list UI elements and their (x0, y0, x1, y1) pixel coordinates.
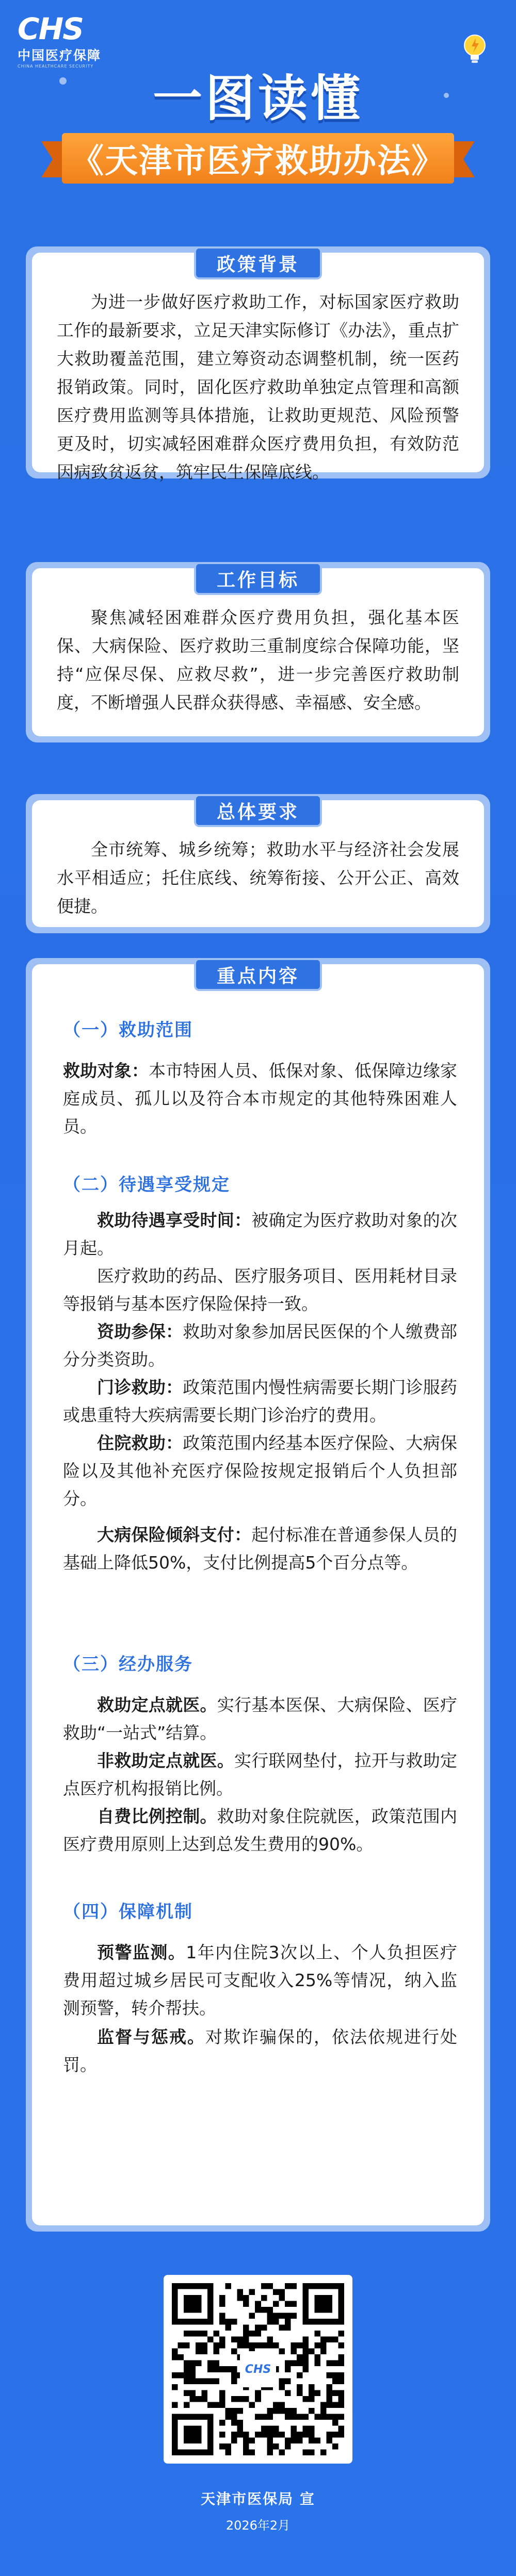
text-recipients: 本市特困人员、低保对象、低保障边缘家庭成员、孤儿以及符合本市规定的其他特殊困难人员。 (63, 1061, 458, 1136)
requirement-card (26, 794, 490, 933)
label-recipients: 救助对象： (63, 1061, 149, 1081)
section-title-scope: （一）救助范围 (63, 1020, 193, 1041)
label-inpatient: 住院救助： (97, 1433, 183, 1453)
paragraph-recipients (63, 1057, 457, 1141)
background-text: 为进一步做好医疗救助工作，对标国家医疗救助工作的最新要求，立足天津实际修订《办法》，重点扩大救助覆盖范围，建立筹资动态调整机制，统一医药报销政策。同时，固化医疗救助单独定点管理和高额医疗费用监测等具体措施，让救助更规范、风险预警更及时，切实减轻困难群众医疗费用负担，有效防范因病致贫返贫，筑牢民生保障底线。 (57, 292, 459, 482)
text-insurance-aid: 救助对象参加居民医保的个人缴费部分分类资助。 (63, 1322, 457, 1369)
paragraph-supervision (63, 2023, 457, 2079)
text-non-designated: 实行联网垫付，拉开与救助定点医疗机构报销比例。 (63, 1751, 457, 1798)
text-self-pay: 救助对象住院就医，政策范围内医疗费用原则上达到总发生费用的90%。 (63, 1806, 457, 1854)
card-body (32, 964, 484, 2225)
footer-organization: 天津市医保局 宣 (201, 2490, 315, 2507)
label-designated: 救助定点就医。 (97, 1695, 217, 1715)
text-inpatient: 政策范围内经基本医疗保险、大病保险以及其他补充医疗保险按规定报销后个人负担部分。 (63, 1433, 457, 1509)
qr-center-logo (240, 2351, 276, 2387)
logo-subtext: CHINA HEALTHCARE SECURITY (18, 64, 94, 69)
chs-logo (18, 11, 121, 69)
section-title-mechanism: （四）保障机制 (63, 1902, 193, 1922)
section-tag-goal: 工作目标 (196, 564, 320, 593)
logo-text: 中国医疗保障 (18, 48, 102, 63)
text-serious-illness: 起付标准在普通参保人员的基础上降低50%，支付比例提高5个百分点等。 (63, 1525, 457, 1573)
paragraph-designated (63, 1691, 457, 1747)
label-benefit-time: 救助待遇享受时间： (97, 1210, 252, 1230)
label-serious-illness: 大病保险倾斜支付： (97, 1525, 252, 1545)
text-outpatient: 政策范围内慢性病需要长期门诊服药或患重特大疾病需要长期门诊治疗的费用。 (63, 1377, 457, 1425)
label-supervision: 监督与惩戒。 (97, 2027, 205, 2047)
card-body (32, 800, 484, 927)
requirement-text: 全市统筹、城乡统筹；救助水平与经济社会发展水平相适应；托住底线、统筹衔接、公开公正、高效便捷。 (57, 839, 459, 916)
key-content-card (26, 958, 490, 2232)
paragraph-catalog: 医疗救助的药品、医疗服务项目、医用耗材目录等报销与基本医疗保险保持一致。 (63, 1266, 457, 1314)
label-self-pay: 自费比例控制。 (97, 1806, 217, 1826)
label-insurance-aid: 资助参保： (97, 1322, 183, 1342)
logo-mark: CHS (18, 11, 83, 46)
section-title-benefits: （二）待遇享受规定 (63, 1175, 230, 1195)
card-body (32, 568, 484, 736)
subtitle-ribbon (41, 128, 475, 189)
paragraph-non-designated (63, 1747, 457, 1803)
goal-card (26, 562, 490, 742)
text-warning: 1年内住院3次以上、个人负担医疗费用超过城乡居民可支配收入25%等情况，纳入监测预警，转介帮扶。 (63, 1942, 457, 2018)
page-title: 一图读懂 (153, 70, 363, 127)
card-body (32, 253, 484, 482)
paragraph-benefit-time (63, 1207, 457, 1262)
goal-text: 聚焦减轻困难群众医疗费用负担，强化基本医保、大病保险、医疗救助三重制度综合保障功能，坚持“应保尽保、应救尽救”，进一步完善医疗救助制度，不断增强人民群众获得感、幸福感、安全感。 (57, 607, 459, 713)
section-tag-background: 政策背景 (196, 249, 320, 277)
section-title-services: （三）经办服务 (63, 1654, 193, 1675)
paragraph-inpatient (63, 1429, 457, 1513)
label-non-designated: 非救助定点就医。 (97, 1751, 234, 1771)
paragraph-self-pay (63, 1803, 457, 1858)
paragraph-warning (63, 1939, 457, 2022)
qr-logo-mark: CHS (245, 2363, 271, 2376)
text-designated: 实行基本医保、大病保险、医疗救助“一站式”结算。 (63, 1695, 457, 1743)
page-subtitle: 《天津市医疗救助办法》 (71, 142, 445, 180)
text-supervision: 对欺诈骗保的，依法依规进行处罚。 (63, 2027, 457, 2075)
qr-code[interactable] (164, 2275, 352, 2464)
section-tag-requirement: 总体要求 (196, 796, 320, 825)
label-warning: 预警监测。 (97, 1942, 186, 1962)
footer-date: 2026年2月 (225, 2518, 291, 2533)
background-card (26, 246, 490, 482)
section-tag-key: 重点内容 (196, 960, 320, 989)
paragraph-serious-illness (63, 1521, 457, 1577)
text-benefit-time: 被确定为医疗救助对象的次月起。 (63, 1210, 457, 1258)
paragraph-insurance-aid (63, 1318, 457, 1374)
paragraph-outpatient (63, 1374, 457, 1429)
label-outpatient: 门诊救助： (97, 1377, 183, 1397)
